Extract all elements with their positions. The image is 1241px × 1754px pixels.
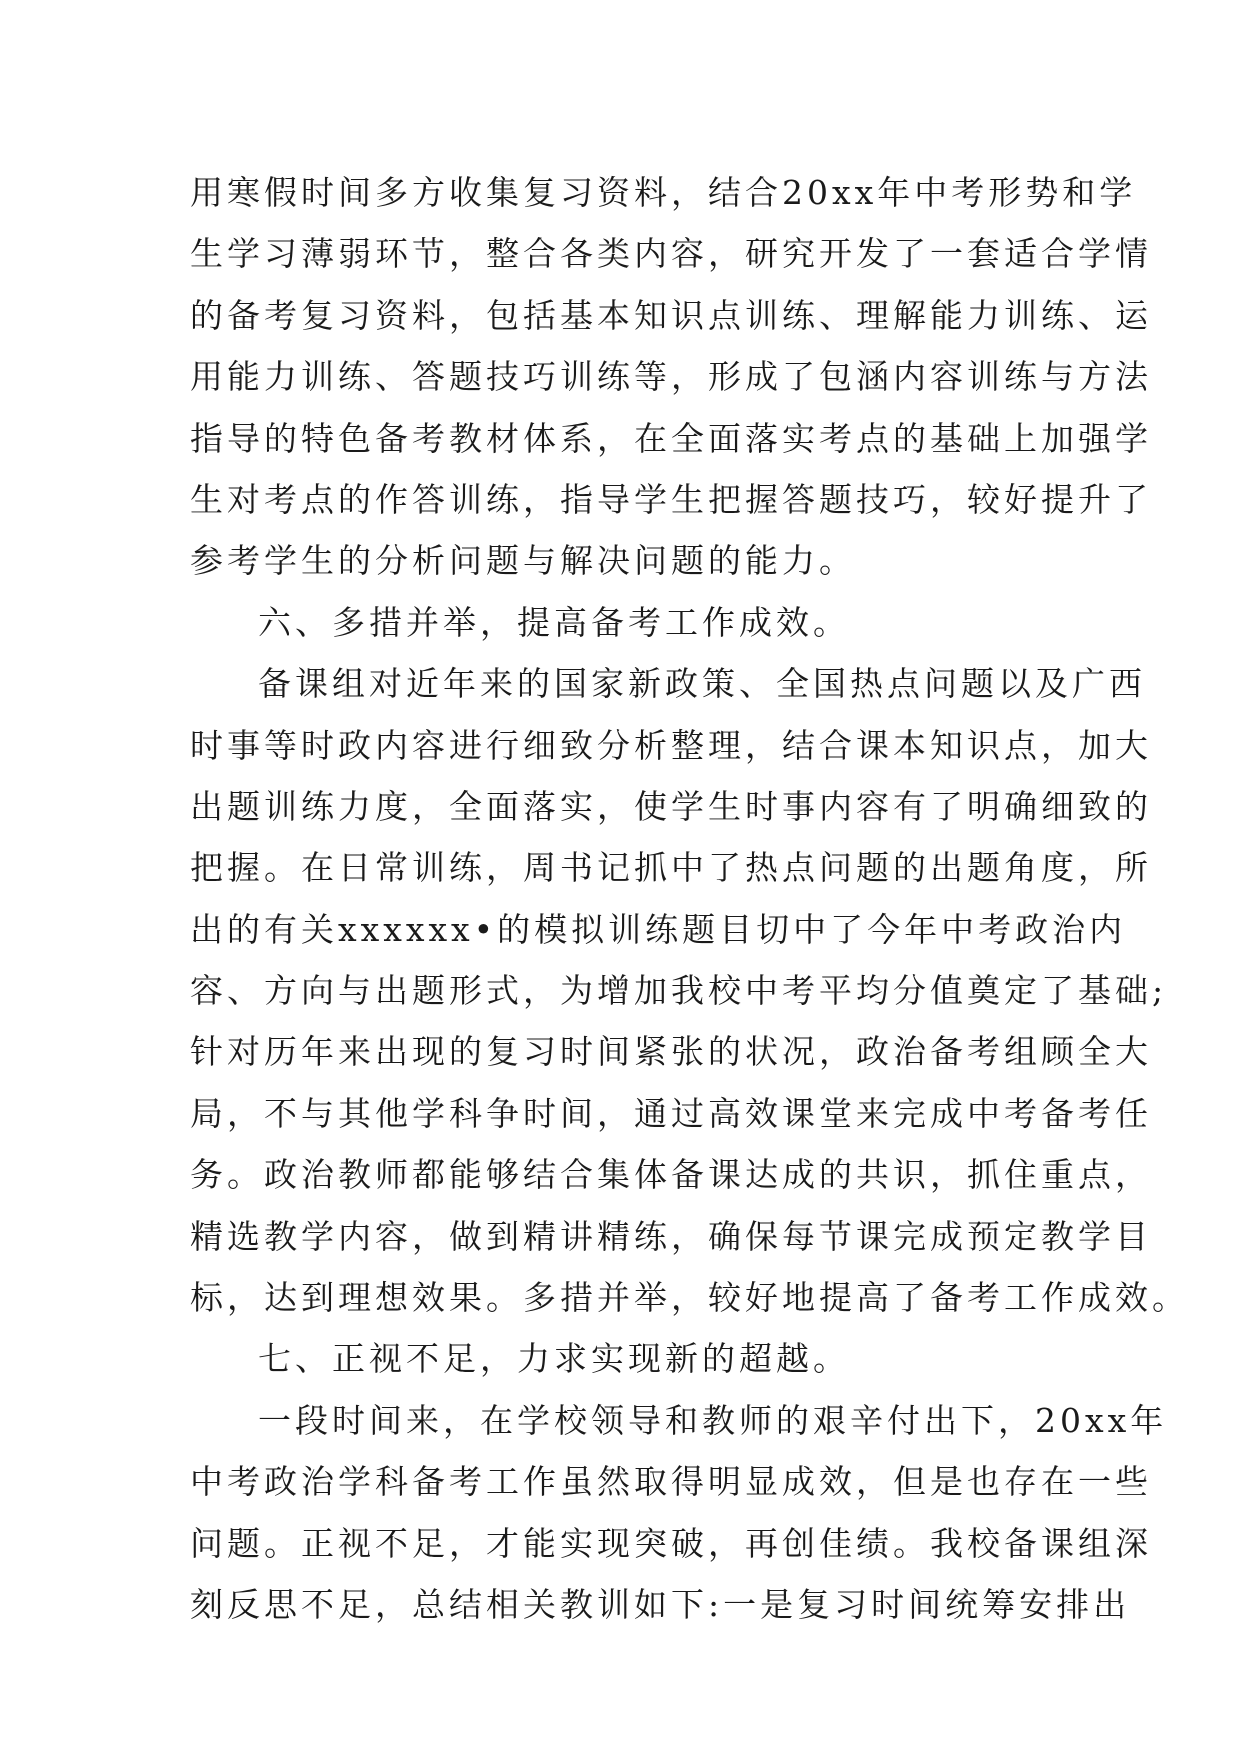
section-heading-6: 六、多措并举，提高备考工作成效。 bbox=[258, 602, 850, 642]
section-heading-7: 七、正视不足，力求实现新的超越。 bbox=[258, 1339, 850, 1379]
text-line: 针对历年来出现的复习时间紧张的状况，政治备考组顾全大 bbox=[190, 1032, 1152, 1072]
document-body bbox=[190, 162, 1189, 1635]
text-line: 中考政治学科备考工作虽然取得明显成效，但是也存在一些 bbox=[190, 1462, 1152, 1502]
text-line: 备课组对近年来的国家新政策、全国热点问题以及广西 bbox=[258, 664, 1146, 704]
text-line: 标，达到理想效果。多措并举，较好地提高了备考工作成效。 bbox=[190, 1278, 1189, 1318]
text-line: 一段时间来，在学校领导和教师的艰辛付出下，20xx年 bbox=[258, 1400, 1168, 1440]
text-line: 出题训练力度，全面落实，使学生时事内容有了明确细致的 bbox=[190, 786, 1152, 826]
text-line: 容、方向与出题形式，为增加我校中考平均分值奠定了基础; bbox=[190, 971, 1168, 1011]
text-line: 局，不与其他学科争时间，通过高效课堂来完成中考备考任 bbox=[190, 1093, 1152, 1133]
text-line: 务。政治教师都能够结合集体备课达成的共识，抓住重点， bbox=[190, 1155, 1152, 1195]
text-line: 问题。正视不足，才能实现突破，再创佳绩。我校备课组深 bbox=[190, 1523, 1152, 1563]
text-line: 的备考复习资料，包括基本知识点训练、理解能力训练、运 bbox=[190, 295, 1152, 335]
text-line: 用寒假时间多方收集复习资料，结合20xx年中考形势和学 bbox=[190, 173, 1137, 212]
text-line: 生对考点的作答训练，指导学生把握答题技巧，较好提升了 bbox=[190, 479, 1152, 519]
text-line: 时事等时政内容进行细致分析整理，结合课本知识点，加大 bbox=[190, 725, 1152, 765]
text-line: 刻反思不足，总结相关教训如下:一是复习时间统筹安排出 bbox=[190, 1584, 1131, 1624]
text-line: 指导的特色备考教材体系，在全面落实考点的基础上加强学 bbox=[190, 418, 1152, 458]
text-line: 参考学生的分析问题与解决问题的能力。 bbox=[190, 541, 856, 581]
text-line: 用能力训练、答题技巧训练等，形成了包涵内容训练与方法 bbox=[190, 357, 1152, 397]
text-line: 出的有关xxxxxx•的模拟训练题目切中了今年中考政治内 bbox=[190, 909, 1127, 949]
text-line: 生学习薄弱环节，整合各类内容，研究开发了一套适合学情 bbox=[190, 234, 1152, 274]
text-line: 精选教学内容，做到精讲精练，确保每节课完成预定教学目 bbox=[190, 1216, 1152, 1256]
text-line: 把握。在日常训练，周书记抓中了热点问题的出题角度，所 bbox=[190, 848, 1152, 888]
